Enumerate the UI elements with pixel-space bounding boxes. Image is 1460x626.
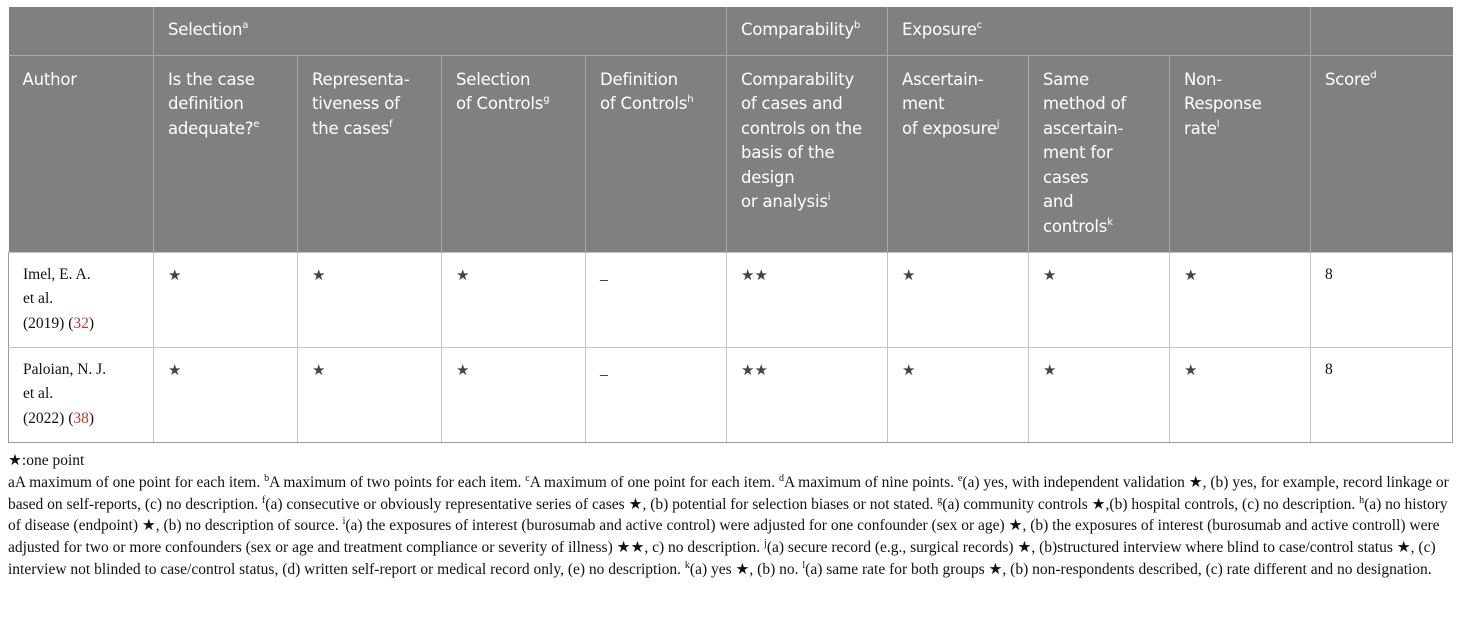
star-icon: ★ — [456, 360, 470, 379]
case-definition-cell — [154, 347, 298, 442]
column-header-case-definition: Is the case definition adequate?$^e$ — [154, 55, 298, 252]
double-star-icon: ★★ — [741, 360, 768, 379]
selection-of-controls-cell — [442, 347, 586, 442]
case-definition-cell — [154, 252, 298, 347]
column-header-row — [9, 55, 1453, 252]
quality-assessment-table-container — [8, 7, 1452, 443]
footnote-text: aA maximum of one point for each item. $^b$A maximum of two points for each item. $^c$A maximum of one point for each item. $^d$A maximum of nine points. $^e$(a) yes, with independent validation ★, (b) yes, for example, record linkage or based on self-reports, (c) no description. $^f$(a) consecutive or obviously representative series of cases ★, (b) potential for selection biases or not stated. $^g$(a) community controls ★,(b) hospital controls, (c) no description. $^h$(a) no history of disease (endpoint) ★, (b) no description of source. $^i$(a) the exposures of interest (burosumab and active control) were adjusted for one confounder (sex or age) ★, (b) the exposures of interest (burosumab and active controll) were adjusted for two or more confounders (sex or age and treatment compliance or severity of illness) ★★, c) no description. $^j$(a) secure record (e.g., surgical records) ★, (b)structured interview where blind to case/control status ★, (c) interview not blinded to case/control status, (d) written self-report or medical record only, (e) no description. $^k$(a) yes ★, (b) no. $^l$(a) same rate for both groups ★, (b) non-respondents described, (c) rate different and no designation. — [8, 472, 1449, 578]
table-row — [9, 252, 1453, 347]
column-header-same-method: Same method of ascertain- ment for cases and controls$^k$ — [1029, 55, 1170, 252]
reference-link[interactable]: 38 — [73, 409, 89, 427]
score-cell: 8 — [1311, 347, 1453, 442]
star-icon: ★ — [456, 265, 470, 284]
star-icon: ★ — [1043, 265, 1057, 284]
definition-of-controls-cell — [586, 252, 727, 347]
column-header-representativeness: Representa- tiveness of the cases$^f$ — [298, 55, 442, 252]
ascertainment-cell — [888, 347, 1029, 442]
star-icon: ★ — [1043, 360, 1057, 379]
column-header-comparability: Comparability of cases and controls on the basis of the design or analysis$^i$ — [727, 55, 888, 252]
column-header-score: Score$^d$ — [1311, 55, 1453, 252]
double-star-icon: ★★ — [741, 265, 768, 284]
table-footnotes — [8, 450, 1452, 581]
column-header-ascertainment: Ascertain- ment of exposure$^j$ — [888, 55, 1029, 252]
star-icon: ★ — [312, 360, 326, 379]
definition-of-controls-cell — [586, 347, 727, 442]
score-cell: 8 — [1311, 252, 1453, 347]
quality-assessment-table — [8, 7, 1453, 443]
ascertainment-cell — [888, 252, 1029, 347]
star-icon: ★ — [1184, 360, 1198, 379]
star-icon: ★ — [1184, 265, 1198, 284]
column-header-definition-of-controls: Definition of Controls$^h$ — [586, 55, 727, 252]
no-point-dash: _ — [600, 360, 608, 378]
star-icon: ★ — [168, 360, 182, 379]
group-header-selection: Selection$^a$ — [154, 7, 727, 55]
selection-of-controls-cell — [442, 252, 586, 347]
star-icon: ★ — [902, 265, 916, 284]
star-icon: ★ — [312, 265, 326, 284]
comparability-cell — [727, 347, 888, 442]
non-response-rate-cell — [1170, 252, 1311, 347]
column-header-selection-of-controls: Selection of Controls$^g$ — [442, 55, 586, 252]
star-icon: ★ — [168, 265, 182, 284]
group-header-empty — [9, 7, 154, 55]
non-response-rate-cell — [1170, 347, 1311, 442]
same-method-cell — [1029, 347, 1170, 442]
table-row — [9, 347, 1453, 442]
star-icon: ★ — [902, 360, 916, 379]
column-header-non-response-rate: Non- Response rate$^l$ — [1170, 55, 1311, 252]
comparability-cell — [727, 252, 888, 347]
author-cell: Imel, E. A. et al. (2019) (32) — [9, 252, 154, 347]
no-point-dash: _ — [600, 265, 608, 283]
column-header-author: Author — [9, 55, 154, 252]
group-header-row — [9, 7, 1453, 55]
group-header-score-empty — [1311, 7, 1453, 55]
representativeness-cell — [298, 347, 442, 442]
reference-link[interactable]: 32 — [73, 314, 89, 332]
author-cell: Paloian, N. J. et al. (2022) (38) — [9, 347, 154, 442]
representativeness-cell — [298, 252, 442, 347]
group-header-comparability: Comparability$^b$ — [727, 7, 888, 55]
group-header-exposure: Exposure$^c$ — [888, 7, 1311, 55]
star-legend: ★:one point — [8, 452, 85, 469]
same-method-cell — [1029, 252, 1170, 347]
